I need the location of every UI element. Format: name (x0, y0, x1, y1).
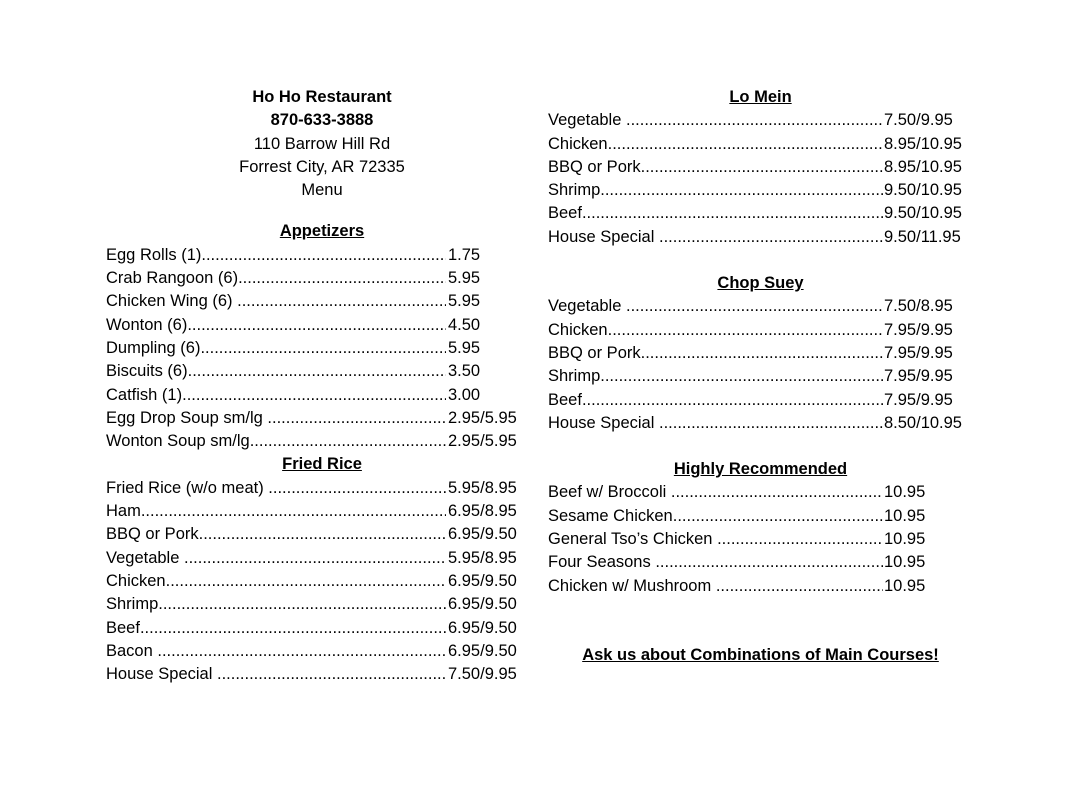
menu-item (106, 617, 538, 640)
menu-item (548, 109, 988, 132)
menu-item (106, 314, 538, 337)
fried-rice-list (106, 477, 538, 687)
item-price: 5.95/8.95 (447, 477, 517, 500)
item-price: 6.95/9.50 (447, 617, 517, 640)
item-price: 10.95 (883, 505, 925, 528)
item-name: Dumpling (6) ..... (106, 337, 446, 360)
item-price: 9.50/10.95 (883, 202, 962, 225)
item-price: 6.95/9.50 (447, 593, 517, 616)
menu-item (548, 226, 988, 249)
menu-item (106, 523, 538, 546)
menu-item (548, 179, 988, 202)
item-price: 7.50/9.95 (883, 109, 953, 132)
item-price: 6.95/9.50 (447, 640, 517, 663)
item-name: Vegetable ..... (548, 295, 883, 318)
chop-suey-heading: Chop Suey (717, 274, 804, 293)
left-column (106, 86, 538, 686)
item-price: 8.95/10.95 (883, 156, 962, 179)
menu-label: Menu (301, 181, 343, 200)
item-price: 2.95/5.95 (447, 407, 517, 430)
menu-item (548, 575, 988, 598)
item-name: Beef w/ Broccoli ..... (548, 481, 883, 504)
item-price: 4.50 (447, 314, 480, 337)
menu-item (548, 156, 988, 179)
item-name: Beef ..... (548, 202, 883, 225)
item-price: 7.95/9.95 (883, 389, 953, 412)
menu-item (548, 551, 988, 574)
menu-item (106, 244, 538, 267)
menu-item (106, 267, 538, 290)
combinations-note: Ask us about Combinations of Main Courses! (582, 646, 939, 664)
item-name: House Special ..... (548, 412, 883, 435)
item-name: Chicken ..... (548, 319, 883, 342)
menu-item (548, 481, 988, 504)
item-price: 10.95 (883, 551, 925, 574)
menu-item (548, 342, 988, 365)
item-price: 6.95/9.50 (447, 523, 517, 546)
appetizers-heading: Appetizers (279, 222, 365, 241)
item-name: Beef ..... (106, 617, 446, 640)
item-name: House Special ..... (106, 663, 446, 686)
item-price: 7.50/9.95 (447, 663, 517, 686)
lo-mein-list (548, 109, 988, 249)
menu-item (106, 500, 538, 523)
item-price: 5.95 (447, 267, 480, 290)
menu-item (106, 430, 538, 453)
item-price: 3.50 (447, 360, 480, 383)
item-name: Catfish (1) ..... (106, 384, 446, 407)
menu-item (548, 133, 988, 156)
item-name: Chicken Wing (6) ..... (106, 290, 446, 313)
item-name: Four Seasons ..... (548, 551, 883, 574)
item-price: 6.95/8.95 (447, 500, 517, 523)
item-price: 9.50/11.95 (883, 226, 961, 249)
menu-item (548, 389, 988, 412)
item-price: 6.95/9.50 (447, 570, 517, 593)
item-price: 8.95/10.95 (883, 133, 962, 156)
highly-recommended-heading: Highly Recommended (673, 460, 848, 479)
item-name: General Tso’s Chicken ..... (548, 528, 883, 551)
menu-item (548, 319, 988, 342)
restaurant-phone: 870-633-3888 (270, 111, 374, 130)
menu-item (106, 290, 538, 313)
menu-item (548, 505, 988, 528)
menu-item (106, 640, 538, 663)
item-name: Bacon ..... (106, 640, 446, 663)
highly-recommended-list (548, 481, 988, 597)
fried-rice-heading: Fried Rice (282, 455, 362, 474)
item-price: 7.95/9.95 (883, 319, 953, 342)
item-name: Fried Rice (w/o meat) ..... (106, 477, 446, 500)
restaurant-city: Forrest City, AR 72335 (239, 157, 405, 176)
item-name: Shrimp ..... (106, 593, 446, 616)
menu-item (106, 384, 538, 407)
item-price: 2.95/5.95 (447, 430, 517, 453)
menu-item (106, 663, 538, 686)
menu-item (106, 547, 538, 570)
lo-mein-heading: Lo Mein (729, 88, 792, 106)
item-name: Egg Drop Soup sm/lg ..... (106, 407, 446, 430)
menu-item (106, 360, 538, 383)
item-name: Chicken ..... (548, 133, 883, 156)
item-price: 10.95 (883, 481, 925, 504)
item-price: 7.50/8.95 (883, 295, 953, 318)
item-name: BBQ or Pork ..... (106, 523, 446, 546)
item-price: 9.50/10.95 (883, 179, 962, 202)
item-price: 10.95 (883, 575, 925, 598)
menu-item (548, 295, 988, 318)
menu-item (106, 570, 538, 593)
menu-item (548, 528, 988, 551)
item-name: Vegetable ..... (106, 547, 446, 570)
menu-item (106, 407, 538, 430)
item-name: BBQ or Pork ..... (548, 156, 883, 179)
restaurant-name: Ho Ho Restaurant (252, 88, 392, 106)
item-name: Shrimp ..... (548, 365, 883, 388)
item-name: Vegetable ..... (548, 109, 883, 132)
menu-item (106, 477, 538, 500)
item-price: 5.95 (447, 337, 480, 360)
restaurant-street: 110 Barrow Hill Rd (253, 134, 391, 153)
menu-item (548, 202, 988, 225)
item-name: Sesame Chicken ..... (548, 505, 883, 528)
item-name: Wonton (6) ..... (106, 314, 446, 337)
item-name: Chicken ..... (106, 570, 446, 593)
menu-item (106, 593, 538, 616)
item-name: Wonton Soup sm/lg. ..... (106, 430, 446, 453)
item-price: 10.95 (883, 528, 925, 551)
item-name: Chicken w/ Mushroom ..... (548, 575, 883, 598)
appetizers-list (106, 244, 538, 454)
item-price: 3.00 (447, 384, 480, 407)
item-name: Beef ..... (548, 389, 883, 412)
item-price: 5.95/8.95 (447, 547, 517, 570)
item-price: 7.95/9.95 (883, 342, 953, 365)
item-price: 1.75 (447, 244, 480, 267)
item-price: 5.95 (447, 290, 480, 313)
menu-item (106, 337, 538, 360)
item-name: Shrimp ..... (548, 179, 883, 202)
item-price: 7.95/9.95 (883, 365, 953, 388)
item-name: BBQ or Pork ..... (548, 342, 883, 365)
menu-item (548, 412, 988, 435)
item-name: Egg Rolls (1) ..... (106, 244, 446, 267)
item-name: Biscuits (6) ..... (106, 360, 446, 383)
item-price: 8.50/10.95 (883, 412, 962, 435)
item-name: Ham ..... (106, 500, 446, 523)
item-name: Crab Rangoon (6) ..... (106, 267, 446, 290)
right-column (548, 86, 988, 598)
item-name: House Special ..... (548, 226, 883, 249)
chop-suey-list (548, 295, 988, 435)
menu-item (548, 365, 988, 388)
